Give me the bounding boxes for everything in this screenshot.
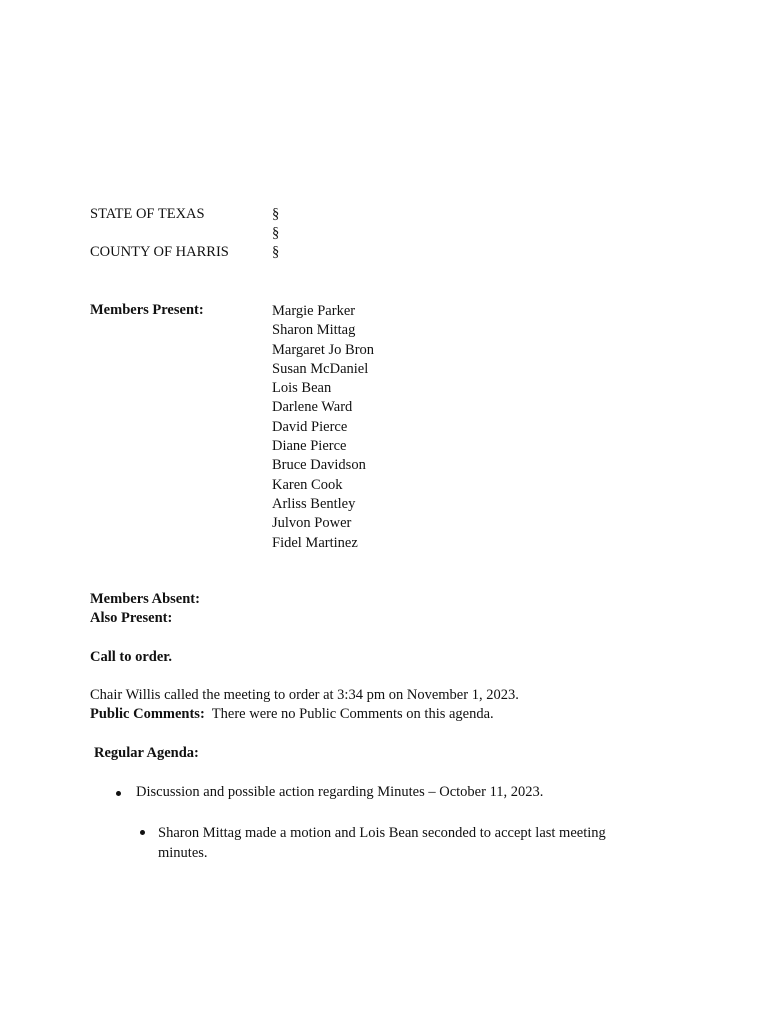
members-present-list	[272, 302, 374, 553]
member-name: Fidel Martinez	[272, 534, 358, 551]
section-mark: §	[272, 225, 280, 241]
agenda-subitem: Sharon Mittag made a motion and Lois Bean seconded to accept last meeting minutes.	[158, 825, 606, 861]
member-name: Susan McDaniel	[272, 360, 369, 377]
member-name: David Pierce	[272, 418, 348, 435]
agenda-item: Discussion and possible action regarding Minutes – October 11, 2023.	[136, 784, 544, 800]
member-name: Karen Cook	[272, 476, 343, 493]
public-comments-line	[90, 706, 494, 723]
member-name: Arliss Bentley	[272, 495, 356, 512]
call-to-order-heading: Call to order.	[90, 649, 173, 665]
county-label: COUNTY OF HARRIS	[90, 244, 229, 260]
section-mark: §	[272, 206, 280, 222]
members-present-label: Members Present:	[90, 302, 204, 318]
member-name: Bruce Davidson	[272, 457, 366, 474]
bullet-icon	[140, 830, 145, 835]
member-name: Lois Bean	[272, 380, 332, 397]
member-name: Darlene Ward	[272, 399, 353, 416]
member-name: Julvon Power	[272, 515, 352, 532]
call-to-order-text: Chair Willis called the meeting to order at 3:34 pm on November 1, 2023.	[90, 687, 519, 703]
public-comments-text: There were no Public Comments on this agenda.	[211, 706, 494, 722]
member-name: Sharon Mittag	[272, 322, 356, 339]
members-absent-label: Members Absent:	[90, 591, 200, 607]
state-label: STATE OF TEXAS	[90, 206, 205, 222]
member-name: Diane Pierce	[272, 438, 347, 455]
section-mark: §	[272, 244, 280, 260]
bullet-icon	[116, 791, 121, 796]
member-name: Margaret Jo Bron	[272, 341, 375, 358]
also-present-label: Also Present:	[90, 610, 173, 626]
public-comments-label: Public Comments:	[90, 706, 205, 722]
member-name: Margie Parker	[272, 303, 356, 319]
regular-agenda-heading: Regular Agenda:	[94, 745, 199, 761]
